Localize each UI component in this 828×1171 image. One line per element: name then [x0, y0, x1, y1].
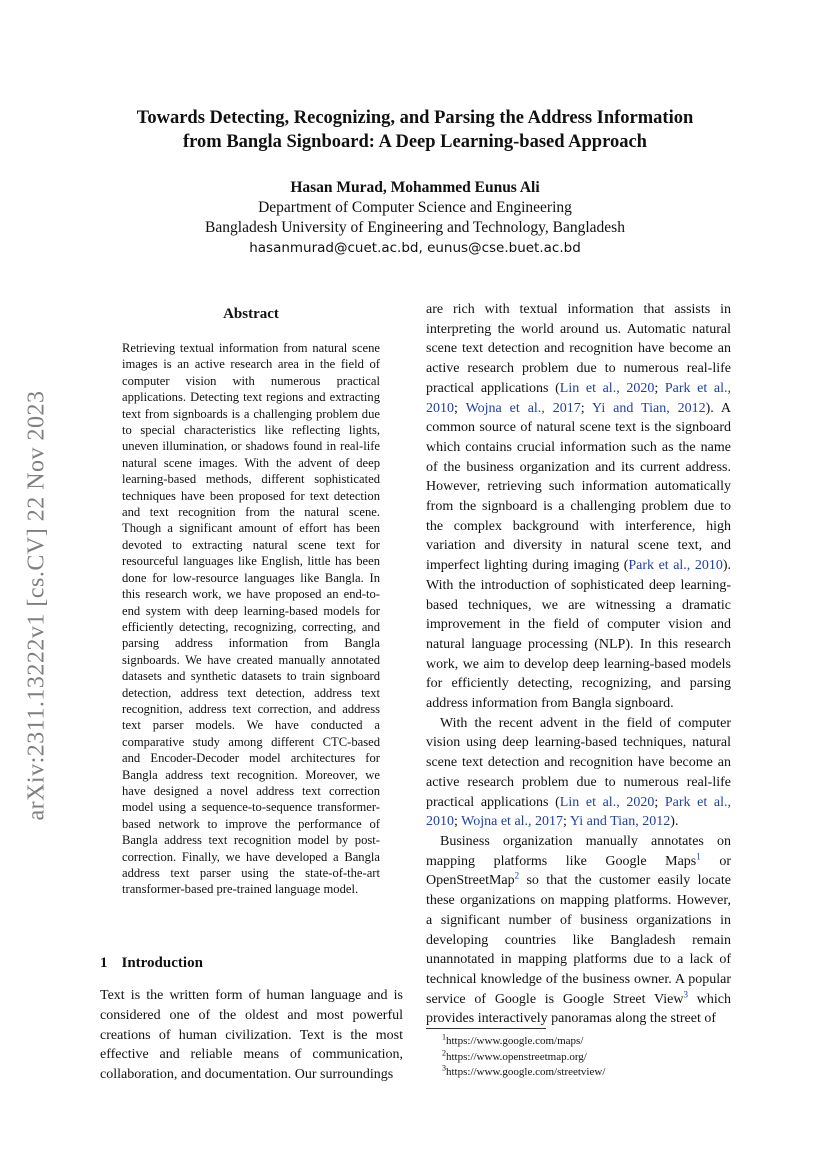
section-title: Introduction — [121, 955, 203, 971]
abstract-heading: Abstract — [223, 306, 279, 322]
text-run: ). A common source of natural scene text is the signboard which contains crucial information such as the name of the business organization and its current address. However, retrieving such information automatically from the signboard is a challenging problem due to the complex background with interference, high variation and diversity in natural scene text, and imperfect lighting during imaging ( — [426, 400, 732, 574]
intro-paragraph-1 — [426, 300, 731, 714]
title-line-2: from Bangla Signboard: A Deep Learning-based Approach — [183, 132, 647, 152]
citation-link[interactable]: Yi and Tian, 2012 — [592, 400, 706, 416]
citation-link[interactable]: Lin et al., 2020 — [559, 794, 655, 810]
right-column-text — [426, 300, 731, 1029]
intro-paragraph-3 — [426, 832, 731, 1029]
author-emails: hasanmurad@cuet.ac.bd, eunus@cse.buet.ac.bd — [249, 240, 581, 256]
citation-link[interactable]: Wojna et al., 2017 — [461, 814, 564, 830]
text-run: ). — [670, 814, 679, 830]
abstract-text: Retrieving textual information from natural scene images is an active research area in the field of computer vision with numerous practical applications. Detecting text regions and extracting text from signboards is a challenging problem due to special characteristics like reflecting lights, uneven illumination, or shadows found in real-life natural scene images. With the advent of deep learning-based methods, different sophisticated techniques have been proposed for text detection and text recognition from the natural scene. Though a significant amount of effort has been devoted to extracting natural scene text for resourceful languages like English, little has been done for low-resource languages like Bangla. In this research work, we have proposed an end-to-end system with deep learning-based models for efficiently detecting, recognizing, correcting, and parsing address information from Bangla signboards. We have created manually annotated datasets and synthetic datasets to train signboard detection, address text detection, address text recognition, address text correction, and address text parser models. We have conducted a comparative study among different CTC-based and Encoder-Decoder model architectures for Bangla address text recognition. Moreover, we have designed a novel address text correction model using a sequence-to-sequence transformer-based network to improve the performance of Bangla address text recognition model by post-correction. Finally, we have developed a Bangla address text parser using the state-of-the-art transformer-based pre-trained language model. — [122, 341, 380, 897]
section-number: 1 — [100, 955, 108, 971]
intro-paragraph-left: Text is the written form of human language and is considered one of the oldest and most powerful creations of human civilization. Text is the most effective and reliable means of communication, collaboration, and documentation. Our surroundings — [100, 988, 403, 1083]
text-run: ). With the introduction of sophisticated deep learning-based techniques, we are witnessing a dramatic improvement in the field of computer vision and natural language processing (NLP). In this research work, we aim to develop deep learning-based models for efficiently detecting, recognizing, and parsing address information from Bangla signboard. — [426, 558, 731, 712]
citation-link[interactable]: Park et al., 2010 — [426, 380, 732, 416]
footnote-url[interactable]: https://www.google.com/streetview/ — [446, 1066, 606, 1078]
arxiv-side-stamp — [22, 355, 52, 855]
title-line-1: Towards Detecting, Recognizing, and Parsing the Address Information — [136, 108, 694, 128]
author-department: Department of Computer Science and Engineering — [258, 199, 572, 216]
footnote-ref-3[interactable]: 3 — [683, 988, 689, 999]
citation-separator: ; — [654, 794, 665, 810]
footnote-3 — [442, 1065, 605, 1081]
citation-separator: ; — [454, 814, 462, 830]
citation-separator: ; — [580, 400, 593, 416]
citation-separator: ; — [563, 814, 570, 830]
citation-separator: ; — [454, 400, 466, 416]
author-block — [100, 178, 730, 258]
citation-link[interactable]: Park et al., 2010 — [628, 558, 723, 574]
arxiv-identifier: arXiv:2311.13222v1 [cs.CV] 22 Nov 2023 — [23, 389, 50, 821]
footnote-mark: 1 — [442, 1032, 446, 1042]
text-run: or OpenStreetMap — [426, 853, 731, 889]
footnote-divider — [426, 1028, 546, 1029]
footnote-ref-2[interactable]: 2 — [514, 870, 520, 881]
citation-link[interactable]: Wojna et al., 2017 — [465, 400, 581, 416]
section-heading-introduction — [100, 955, 203, 972]
footnote-2 — [442, 1047, 605, 1066]
text-run: are rich with textual information that assists in interpreting the world around us. Automatic natural scene text detection and recognition have become an active research problem due to numerous real-life practical applications ( — [426, 302, 731, 396]
citation-link[interactable]: Park et al., 2010 — [426, 794, 732, 830]
footnote-mark: 3 — [442, 1063, 446, 1073]
text-run: so that the customer easily locate these organizations on mapping platforms. However, a significant number of business organizations in developing countries like Bangladesh remain unannotated in mapping platforms due to a lack of technical knowledge of the business owner. A popular service of Google is Google Street View — [426, 873, 731, 1007]
citation-link[interactable]: Lin et al., 2020 — [559, 380, 655, 396]
footnote-1 — [442, 1034, 605, 1050]
footnote-mark: 2 — [442, 1047, 446, 1057]
text-run: With the recent advent in the field of computer vision using deep learning-based techniques, natural scene text detection and recognition have become an active research problem due to numerous real-life practical applications ( — [426, 715, 731, 810]
citation-link[interactable]: Yi and Tian, 2012 — [569, 814, 671, 830]
footnote-url[interactable]: https://www.google.com/maps/ — [446, 1035, 584, 1047]
paper-title — [100, 106, 730, 154]
footnotes — [442, 1034, 605, 1081]
text-run: Business organization manually annotates on mapping platforms like Google Maps — [426, 833, 731, 869]
intro-paragraph-2 — [426, 714, 731, 832]
author-university: Bangladesh University of Engineering and Technology, Bangladesh — [205, 219, 625, 236]
author-names: Hasan Murad, Mohammed Eunus Ali — [290, 179, 540, 196]
footnote-ref-1[interactable]: 1 — [696, 851, 701, 862]
footnote-url[interactable]: https://www.openstreetmap.org/ — [446, 1050, 587, 1063]
text-run: which provides interactively panoramas along the street of — [426, 991, 731, 1027]
citation-separator: ; — [654, 380, 665, 396]
